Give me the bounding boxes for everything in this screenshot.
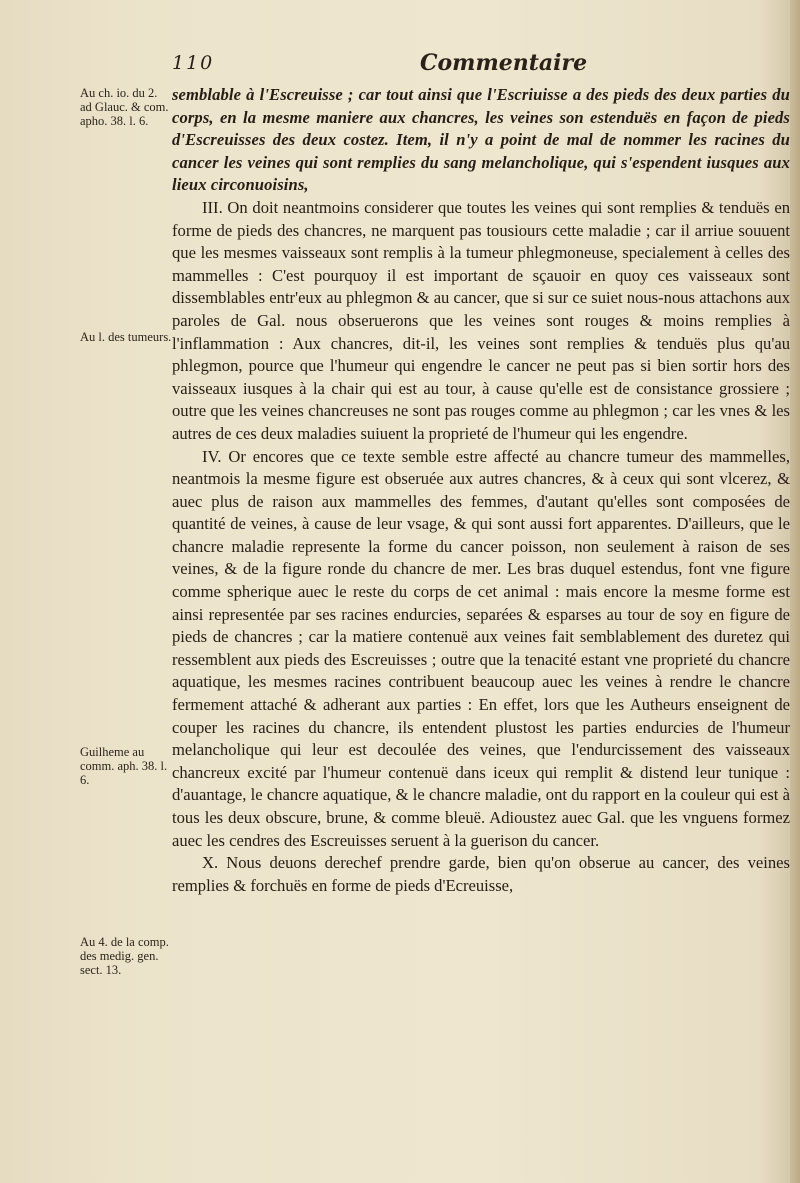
main-text [172,84,790,897]
page-edge [790,0,800,1183]
paragraph-x: X. Nous deuons derechef prendre garde, bien qu'on obserue au cancer, des veines remplies & forchuës en forme de pieds d'Ecreuisse, [172,853,790,895]
margin-note-1: Au ch. io. du 2. ad Glauc. & com. apho. 38. l. 6. [80,86,169,128]
running-title: Commentaire [420,50,588,76]
paragraph-iv: IV. Or encores que ce texte semble estre affecté au chancre tumeur des mammelles, neantmois la mesme figure est obseruée aux autres chancres, & à ceux qui sont vlcerez, & auec plus de raison aux mammelles des femmes, d'autant qu'elles sont composées de quantité de veines, à cause de leur vsage, & qui sont aussi fort apparentes. D'ailleurs, que le chancre maladie represente la forme du cancer poisson, non seulement à raison de ses veines, & de la figure ronde du chancre de mer. Les bras duquel estendus, font vne figure comme spherique auec le reste du corps de cet animal : mais encore la mesme forme est ainsi representée par ses racines endurcies, separées & esparses au tour de soy en figure de pieds de chancres ; car la matiere contenuë aux veines fait semblablement des duretez qui ressemblent aux pieds des Escreuisses ; outre que la tenacité estant vne proprieté du chancre aquatique, les mesmes racines contribuent beaucoup auec les veines à rendre le chancre fermement attaché & adherant aux parties : En effet, lors que les Autheurs enseignent de couper les racines du chancre, ils entendent plustost les parties endurcies de l'humeur melancholique qui leur est decoulée des veines, que l'endurcissement des vaisseaux chancreux excité par l'humeur contenuë dans iceux qui remplit & distend leur tunique : d'auantage, le chancre aquatique, & le chancre maladie, ont du rapport en la couleur qui est à tous les deux obscure, brune, & comme bleuë. Adioustez auec Gal. que les vnguens formez auec les cendres des Escreuisses seruent à la guerison du cancer. [172,446,790,850]
paragraph-quote: semblable à l'Escreuisse ; car tout ainsi que l'Escriuisse a des pieds des deux parties du corps, en la mesme maniere aux chancres, les veines son estenduës en façon de pieds d'Escreuisses des deux costez. Item, il n'y a point de mal de nommer les racines du cancer les veines qui sont remplies du sang melancholique, qui s'espendent iusques aux lieux circonuoisins, [172,85,790,195]
paragraph-iii: III. On doit neantmoins considerer que toutes les veines qui sont remplies & tenduës en forme de pieds des chancres, ne marquent pas tousiours cette maladie ; car il arriue souuent que les mesmes vaisseaux sont remplis à la tumeur phlegmoneuse, specialement à celles des mammelles : C'est pourquoy il est important de sçauoir en quoy ces vaisseaux sont dissemblables entr'eux au phlegmon & au cancer, que si sur ce suiet nous-nous attachons aux paroles de Gal. nous obseruerons que les veines sont rouges & moins remplies à l'inflammation : Aux chancres, dit-il, les veines sont remplies & tenduës plus qu'au phlegmon, pource que l'humeur qui engendre le cancer ne peut pas si bien sortir hors des vaisseaux iusques à la chair qui est au tour, à cause qu'elle est de consistance grossiere ; outre que les veines chancreuses ne sont pas rouges comme au phlegmon ; car les vnes & les autres de ces deux maladies suiuent la proprieté de l'humeur qui les engendre. [172,197,790,443]
page-header [0,52,800,82]
margin-note-3: Guilheme au comm. aph. 38. l. 6. [80,745,168,787]
page-number: 110 [172,52,215,74]
margin-note-4: Au 4. de la comp. des medig. gen. sect. 13. [80,935,169,977]
margin-note-2: Au l. des tumeurs. [80,330,172,344]
